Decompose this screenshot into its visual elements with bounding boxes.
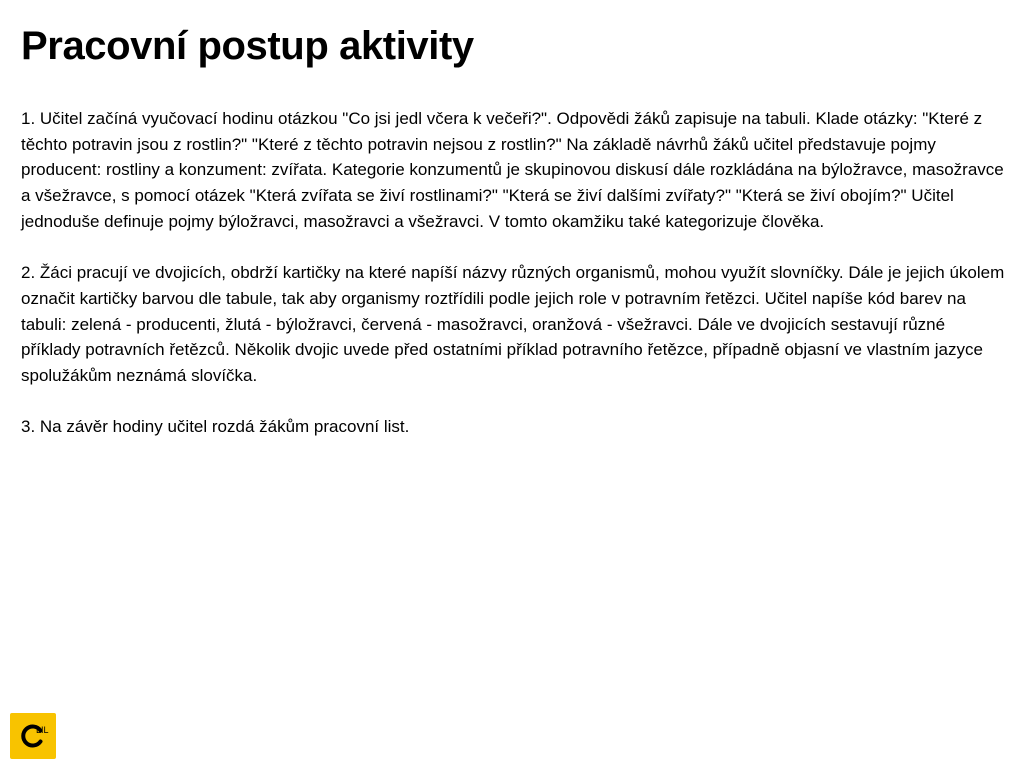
clil-logo-icon xyxy=(10,713,56,759)
clil-logo xyxy=(10,713,56,759)
paragraph-step-3: 3. Na závěr hodiny učitel rozdá žákům pracovní list. xyxy=(21,417,410,437)
logo-text: LIL xyxy=(36,725,49,735)
slide-body xyxy=(21,106,1005,466)
paragraph-step-1: 1. Učitel začíná vyučovací hodinu otázkou "Co jsi jedl včera k večeři?". Odpovědi žáků zapisuje na tabuli. Klade otázky: "Které z těchto potravin jsou z rostlin?" "Které z těchto potravin nejsou z rostlin?" Na základě návrhů žáků učitel představuje pojmy producent: rostliny a konzument: zvířata. Kategorie konzumentů je skupinovou diskusí dále rozkládána na býložravce, masožravce a všežravce, s pomocí otázek "Která zvířata se živí rostlinami?" "Která se živí dalšími zvířaty?" "Která se živí obojím?" Učitel jednoduše definuje pojmy býložravci, masožravci a všežravci. V tomto okamžiku také kategorizuje člověka. xyxy=(21,109,1004,231)
slide-title: Pracovní postup aktivity xyxy=(21,24,474,68)
paragraph-step-2: 2. Žáci pracují ve dvojicích, obdrží kartičky na které napíší názvy různých organismů, mohou využít slovníčky. Dále je jejich úkolem označit kartičky barvou dle tabule, tak aby organismy roztřídili podle jejich role v potravním řetězci. Učitel napíše kód barev na tabuli: zelená - producenti, žlutá - býložravci, červená - masožravci, oranžová - všežravci. Dále ve dvojicích sestavují různé příklady potravních řetězců. Několik dvojic uvede před ostatními příklad potravního řetězce, případně objasní ve vlastním jazyce spolužákům neznámá slovíčka. xyxy=(21,263,1005,386)
